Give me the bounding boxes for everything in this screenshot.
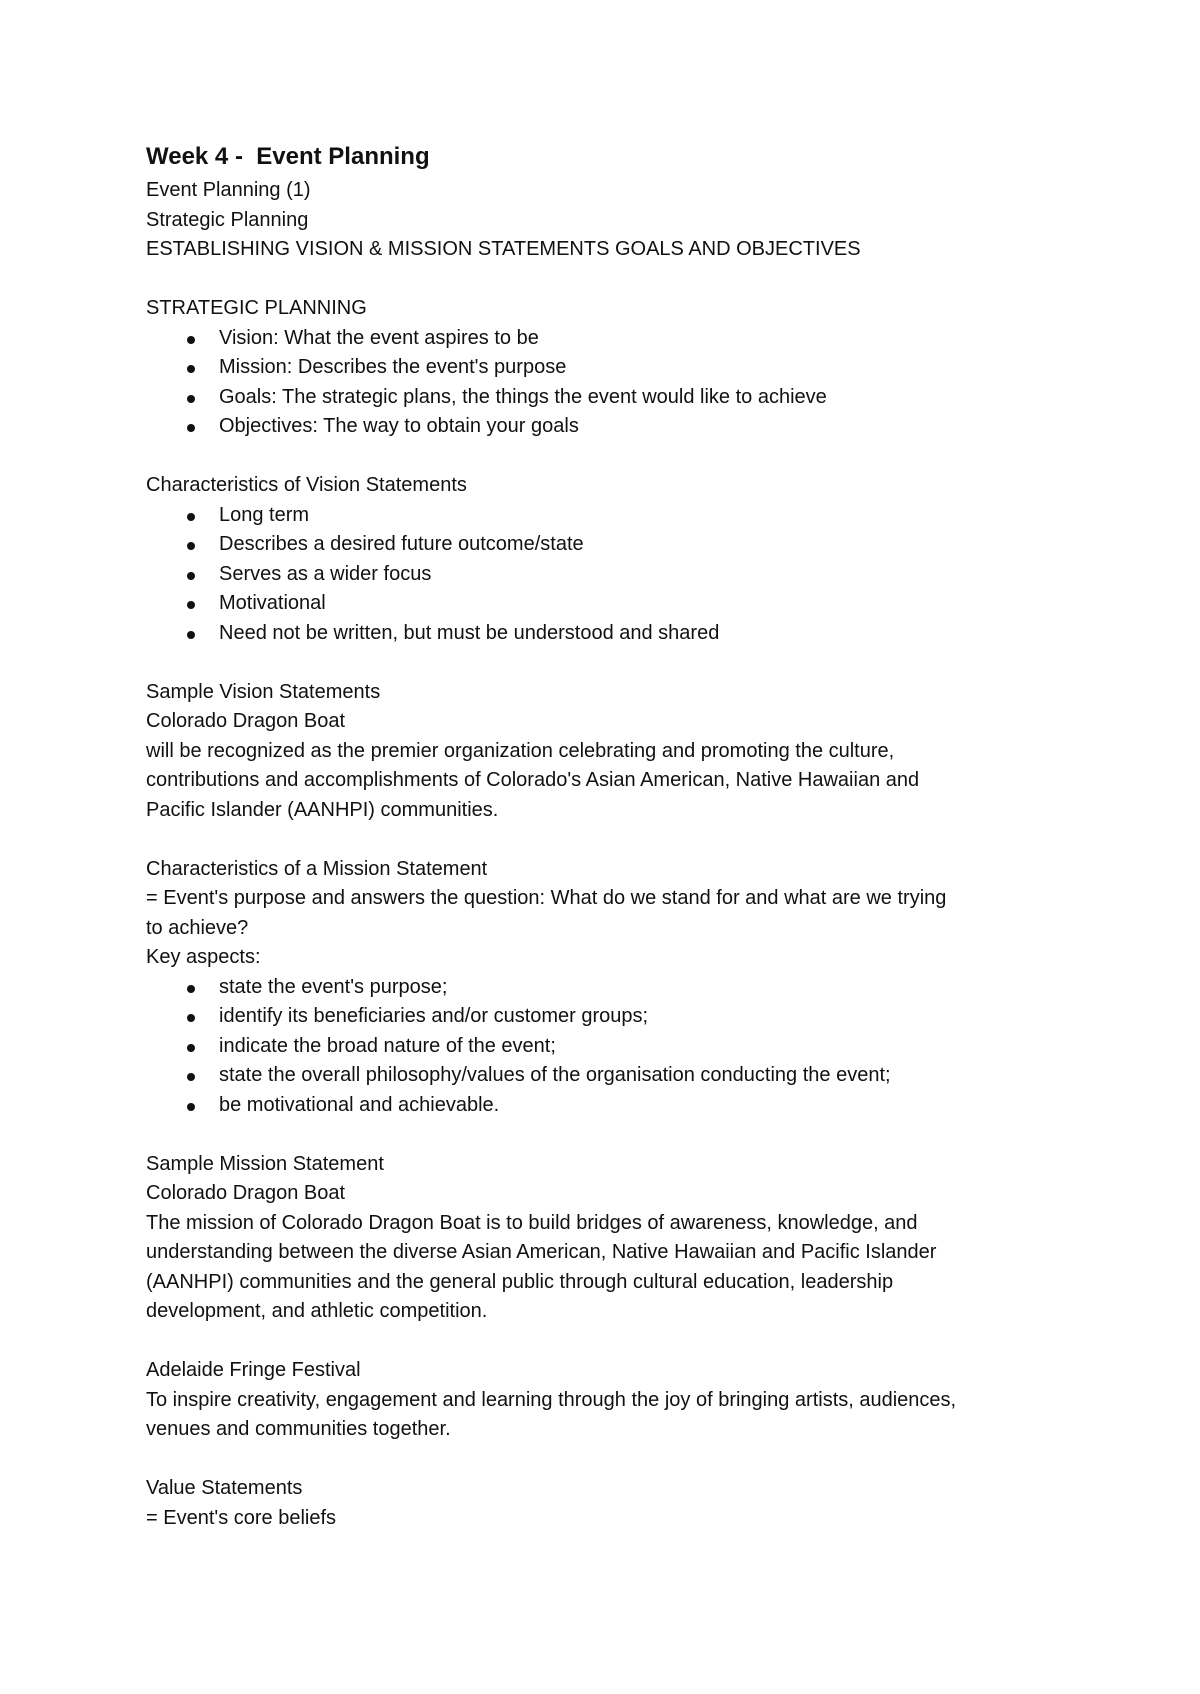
list-item-text: Motivational xyxy=(219,592,326,614)
paragraph-line: understanding between the diverse Asian American, Native Hawaiian and Pacific Islander xyxy=(146,1241,937,1263)
spacer xyxy=(146,442,1076,472)
list-item-text: state the event's purpose; xyxy=(219,975,448,998)
bullet-icon xyxy=(187,1044,195,1052)
bullet-icon xyxy=(187,365,195,373)
bullet-icon xyxy=(187,336,195,344)
paragraph-line: The mission of Colorado Dragon Boat is to build bridges of awareness, knowledge, and xyxy=(146,1211,918,1234)
list-item xyxy=(146,1091,1076,1121)
list-item xyxy=(146,619,1076,649)
list-item-text: state the overall philosophy/values of the organisation conducting the event; xyxy=(219,1064,891,1086)
bullet-icon xyxy=(187,1073,195,1081)
paragraph-line: = Event's purpose and answers the question: What do we stand for and what are we trying xyxy=(146,887,947,909)
list-item-text: indicate the broad nature of the event; xyxy=(219,1034,556,1057)
paragraph-line: = Event's core beliefs xyxy=(146,1506,337,1529)
intro-line: Event Planning (1) xyxy=(146,179,311,201)
bullet-icon xyxy=(187,1103,195,1111)
list-item xyxy=(146,353,1076,383)
spacer xyxy=(146,1327,1076,1357)
list-item-text: Long term xyxy=(219,503,310,526)
list-item xyxy=(146,383,1076,413)
list-item xyxy=(146,589,1076,619)
list-item xyxy=(146,1061,1076,1091)
list-item xyxy=(146,560,1076,590)
list-item-text: Goals: The strategic plans, the things the event would like to achieve xyxy=(219,385,827,408)
spacer xyxy=(146,1120,1076,1150)
paragraph-line: venues and communities together. xyxy=(146,1418,451,1440)
list-item-text: Objectives: The way to obtain your goals xyxy=(219,415,579,437)
bullet-icon xyxy=(187,513,195,521)
list-item xyxy=(146,501,1076,531)
paragraph-line: development, and athletic competition. xyxy=(146,1300,488,1322)
list-item xyxy=(146,412,1076,442)
bullet-icon xyxy=(187,631,195,639)
intro-line: Strategic Planning xyxy=(146,208,309,231)
list-item-text: be motivational and achievable. xyxy=(219,1093,500,1116)
list-item-text: Serves as a wider focus xyxy=(219,562,432,585)
spacer xyxy=(146,825,1076,855)
bullet-icon xyxy=(187,1014,195,1022)
paragraph-line: To inspire creativity, engagement and learning through the joy of bringing artists, audiences, xyxy=(146,1388,957,1411)
bullet-icon xyxy=(187,395,195,403)
bullet-icon xyxy=(187,542,195,550)
vision-characteristics-list xyxy=(146,501,1076,649)
section-heading-mission-characteristics: Characteristics of a Mission Statement xyxy=(146,857,488,880)
organization-name: Colorado Dragon Boat xyxy=(146,1182,346,1204)
intro-line: ESTABLISHING VISION & MISSION STATEMENTS GOALS AND OBJECTIVES xyxy=(146,238,861,260)
bullet-icon xyxy=(187,985,195,993)
paragraph-line: to achieve? xyxy=(146,916,249,939)
mission-key-aspects-list xyxy=(146,973,1076,1121)
section-heading-sample-mission: Sample Mission Statement xyxy=(146,1152,384,1175)
list-item xyxy=(146,973,1076,1003)
paragraph-line: will be recognized as the premier organization celebrating and promoting the culture, xyxy=(146,739,895,762)
bullet-icon xyxy=(187,572,195,580)
section-heading-vision-characteristics: Characteristics of Vision Statements xyxy=(146,474,467,496)
section-heading-strategic-planning: STRATEGIC PLANNING xyxy=(146,297,367,319)
section-heading-value-statements: Value Statements xyxy=(146,1477,303,1499)
spacer xyxy=(146,265,1076,295)
list-item xyxy=(146,1032,1076,1062)
paragraph-line: Key aspects: xyxy=(146,946,261,968)
document-page xyxy=(146,142,1076,1533)
spacer xyxy=(146,648,1076,678)
list-item-text: Vision: What the event aspires to be xyxy=(219,326,539,349)
paragraph-line: contributions and accomplishments of Colorado's Asian American, Native Hawaiian and xyxy=(146,769,920,791)
organization-name: Adelaide Fringe Festival xyxy=(146,1359,361,1381)
list-item-text: Need not be written, but must be understood and shared xyxy=(219,621,720,644)
list-item xyxy=(146,530,1076,560)
strategic-planning-list xyxy=(146,324,1076,442)
organization-name: Colorado Dragon Boat xyxy=(146,710,346,732)
list-item xyxy=(146,1002,1076,1032)
spacer xyxy=(146,1445,1076,1475)
page-title: Week 4 - Event Planning xyxy=(146,143,430,170)
list-item-text: Mission: Describes the event's purpose xyxy=(219,356,567,378)
list-item-text: identify its beneficiaries and/or customer groups; xyxy=(219,1005,649,1027)
list-item-text: Describes a desired future outcome/state xyxy=(219,533,584,555)
paragraph-line: Pacific Islander (AANHPI) communities. xyxy=(146,798,499,821)
section-heading-sample-vision: Sample Vision Statements xyxy=(146,680,381,703)
bullet-icon xyxy=(187,601,195,609)
list-item xyxy=(146,324,1076,354)
bullet-icon xyxy=(187,424,195,432)
paragraph-line: (AANHPI) communities and the general public through cultural education, leadership xyxy=(146,1270,894,1293)
